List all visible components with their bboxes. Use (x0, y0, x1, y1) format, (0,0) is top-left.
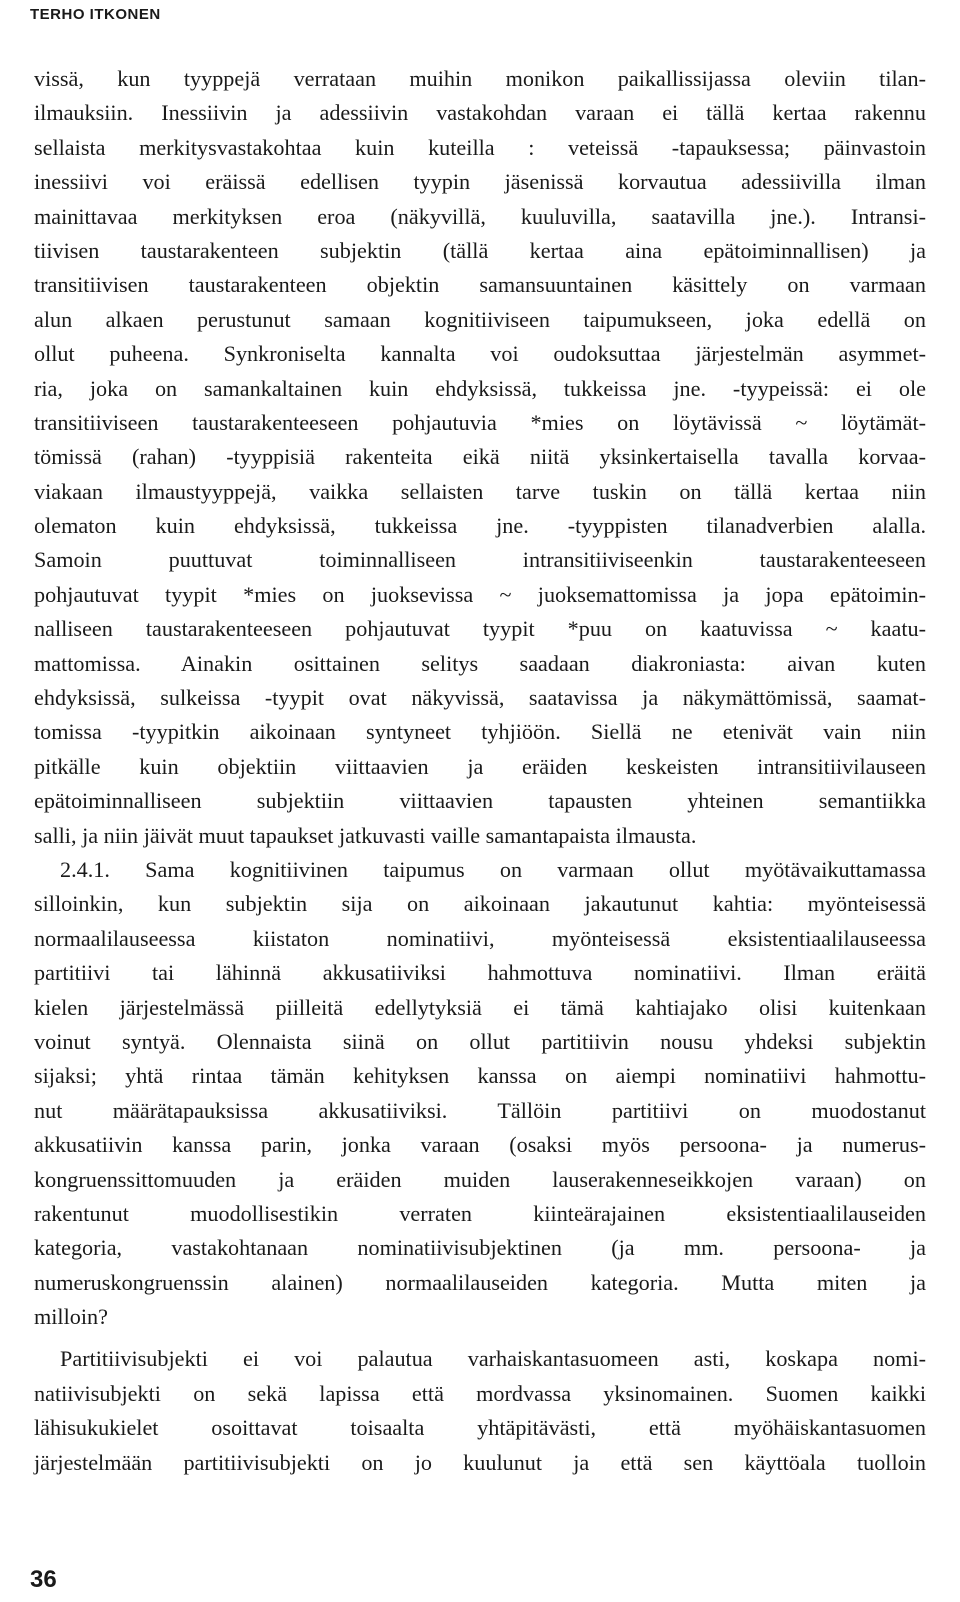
text-line: voinut syntyä. Olennaista siinä on ollut partitiivin nousu yhdeksi subjektin (34, 1028, 926, 1054)
text-line: viakaan ilmaustyyppejä, vaikka sellaisten tarve tuskin on tällä kertaa niin (34, 478, 926, 504)
text-line: sellaista merkitysvastakohtaa kuin kuteilla : veteissä -tapauksessa; päinvastoin (34, 134, 926, 160)
text-line: tiivisen taustarakenteen subjektin (tällä kertaa aina epätoiminnallisen) ja (34, 237, 926, 263)
text-line: kongruenssittomuuden ja eräiden muiden lauserakenneseikkojen varaan) on (34, 1166, 926, 1192)
text-line: kielen järjestelmässä piilleitä edellytyksiä ei tämä kahtiajako olisi kuitenkaan (34, 994, 926, 1020)
text-line: ollut puheena. Synkroniselta kannalta voi oudoksuttaa järjestelmän asymmet- (34, 341, 926, 367)
text-line: nalliseen taustarakenteeseen pohjautuvat tyypit *puu on kaatuvissa ~ kaatu- (34, 616, 926, 642)
section-line: 2.4.1. Sama kognitiivinen taipumus on varmaan ollut myötävaikuttamassa (60, 856, 926, 882)
text-line: milloin? (34, 1304, 108, 1330)
text-line: kategoria, vastakohtanaan nominatiivisubjektinen (ja mm. persoona- ja (34, 1235, 926, 1261)
text-line: järjestelmään partitiivisubjekti on jo kuulunut ja että sen käyttöala tuolloin (34, 1449, 926, 1475)
text-line: inessiivi voi eräissä edellisen tyypin jäsenissä korvautua adessiivilla ilman (34, 169, 926, 195)
text-line: epätoiminnalliseen subjektiin viittaavien tapausten yhteinen semantiikka (34, 788, 926, 814)
text-line: transitiiviseen taustarakenteeseen pohjautuvia *mies on löytävissä ~ löytämät- (34, 409, 926, 435)
body-text (34, 62, 926, 1480)
text-line: alun alkaen perustunut samaan kognitiiviseen taipumukseen, joka edellä on (34, 306, 926, 332)
text-line: tömissä (rahan) -tyyppisiä rakenteita eikä niitä yksinkertaisella tavalla korvaa- (34, 444, 926, 470)
text-line: Samoin puuttuvat toiminnalliseen intransitiiviseenkin taustarakenteeseen (34, 547, 926, 573)
text-line: normaalilauseessa kiistaton nominatiivi, myönteisessä eksistentiaalilauseessa (34, 925, 926, 951)
text-line: sijaksi; yhtä rintaa tämän kehityksen kanssa on aiempi nominatiivi hahmottu- (34, 1063, 926, 1089)
text-line: tomissa -tyypitkin aikoinaan syntyneet tyhjiöön. Siellä ne etenivät vain niin (34, 719, 926, 745)
text-line: akkusatiivin kanssa parin, jonka varaan (osaksi myös persoona- ja numerus- (34, 1132, 926, 1158)
text-line: olematon kuin ehdyksissä, tukkeissa jne. -tyyppisten tilanadverbien alalla. (34, 513, 926, 539)
text-line: transitiivisen taustarakenteen objektin samansuuntainen käsittely on varmaan (34, 272, 926, 298)
text-line: silloinkin, kun subjektin sija on aikoinaan jakautunut kahtia: myönteisessä (34, 891, 926, 917)
text-line: numeruskongruenssin alainen) normaalilauseiden kategoria. Mutta miten ja (34, 1269, 926, 1295)
text-line: rakentunut muodollisestikin verraten kiinteärajainen eksistentiaalilauseiden (34, 1200, 926, 1226)
text-line: ilmauksiin. Inessiivin ja adessiivin vastakohdan varaan ei tällä kertaa rakennu (34, 100, 926, 126)
paragraph-start-line: Partitiivisubjekti ei voi palautua varhaiskantasuomeen asti, koskapa nomi- (60, 1346, 926, 1372)
text-line: lähisukukielet osoittavat toisaalta yhtäpitävästi, että myöhäiskantasuomen (34, 1415, 926, 1441)
text-line: vissä, kun tyyppejä verrataan muihin monikon paikallissijassa oleviin tilan- (34, 66, 926, 91)
text-line: ehdyksissä, sulkeissa -tyypit ovat näkyvissä, saatavissa ja näkymättömissä, saamat- (34, 685, 926, 711)
text-line: mattomissa. Ainakin osittainen selitys saadaan diakroniasta: aivan kuten (34, 650, 926, 676)
text-line: salli, ja niin jäivät muut tapaukset jatkuvasti vaille samantapaista ilmausta. (34, 822, 697, 848)
text-line: ria, joka on samankaltainen kuin ehdyksissä, tukkeissa jne. -tyypeissä: ei ole (34, 375, 926, 401)
text-line: natiivisubjekti on sekä lapissa että mordvassa yksinomainen. Suomen kaikki (34, 1380, 926, 1406)
text-line: pohjautuvat tyypit *mies on juoksevissa ~ juoksemattomissa ja jopa epätoimin- (34, 581, 926, 607)
running-head: TERHO ITKONEN (30, 6, 161, 23)
text-line: mainittavaa merkityksen eroa (näkyvillä, kuuluvilla, saatavilla jne.). Intransi- (34, 203, 926, 229)
text-line: pitkälle kuin objektiin viittaavien ja eräiden keskeisten intransitiivilauseen (34, 753, 926, 779)
page-number: 36 (30, 1566, 57, 1593)
text-line: nut määrätapauksissa akkusatiiviksi. Tällöin partitiivi on muodostanut (34, 1097, 926, 1123)
text-line: partitiivi tai lähinnä akkusatiiviksi hahmottuva nominatiivi. Ilman eräitä (34, 960, 926, 986)
